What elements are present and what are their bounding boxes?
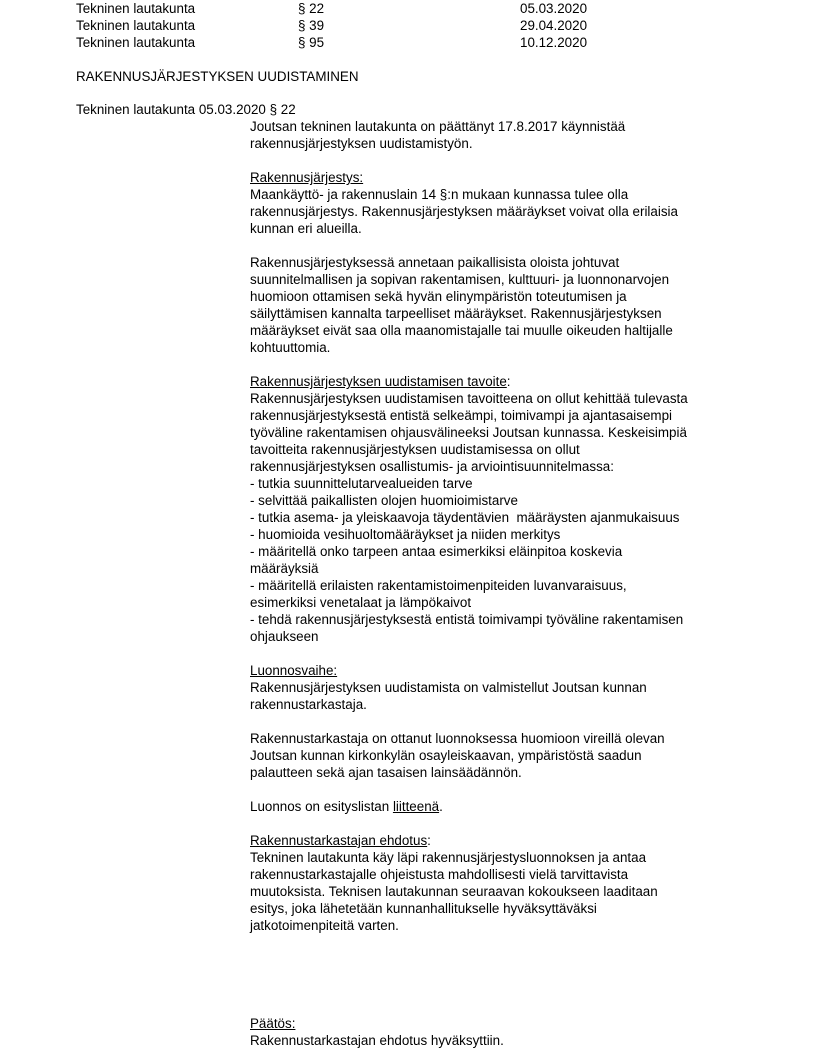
header-body: Tekninen lautakunta	[76, 1, 196, 16]
text-line: työväline rakentamisen ohjausvälineeksi Joutsan kunnassa. Keskeisimpiä	[250, 425, 687, 440]
section-heading: Rakennusjärjestys:	[250, 170, 364, 185]
header-date: 10.12.2020	[520, 35, 588, 50]
paragraph	[250, 730, 750, 781]
section-draft	[250, 662, 750, 815]
list-item: - huomioida vesihuoltomääräykset ja niiden merkitys	[250, 527, 561, 542]
text-line: jatkotoimenpiteitä varten.	[250, 918, 399, 933]
header-section: § 39	[298, 18, 325, 33]
section-proposal	[250, 832, 750, 934]
paragraph	[250, 679, 750, 713]
text-line: esitys, joka lähetetään kunnanhallitukselle hyväksyttäväksi	[250, 901, 597, 916]
text-line: määräyksiä	[250, 561, 319, 576]
text-line: kunnan eri alueilla.	[250, 221, 362, 236]
text-line: muutoksista. Teknisen lautakunnan seuraavan kokoukseen laaditaan	[250, 884, 658, 899]
document-title: RAKENNUSJÄRJESTYKSEN UUDISTAMINEN	[76, 69, 359, 84]
meeting-reference: Tekninen lautakunta 05.03.2020 § 22	[76, 102, 296, 117]
list-item: - määritellä erilaisten rakentamistoimenpiteiden luvanvaraisuus,	[250, 578, 627, 593]
list-item: - tehdä rakennusjärjestyksestä entistä toimivampi työväline rakentamisen	[250, 612, 684, 627]
section-heading: Luonnosvaihe:	[250, 663, 338, 678]
text-line: huomioon ottamisen sekä hyvän elinympäristön toteutumisen ja	[250, 289, 627, 304]
text-line: rakennusjärjestyksestä entistä selkeämpi, toimivampi ja ajantasaisempi	[250, 408, 672, 423]
list-item: - tutkia asema- ja yleiskaavoja täydentävien määräysten ajanmukaisuus	[250, 510, 680, 525]
header-body: Tekninen lautakunta	[76, 35, 196, 50]
attachment-link[interactable]: liitteenä	[392, 799, 440, 814]
section-decision	[250, 1015, 750, 1049]
text-line: Rakennusjärjestyksessä annetaan paikallisista oloista johtuvat	[250, 255, 620, 270]
text-line: palautteen sekä ajan tasaisen lainsäädännön.	[250, 765, 522, 780]
section-heading: Rakennustarkastajan ehdotus	[250, 833, 428, 848]
text-line: suunnitelmallisen ja sopivan rakentamisen, kulttuuri- ja luonnonarvojen	[250, 272, 670, 287]
header-date: 05.03.2020	[520, 1, 588, 16]
paragraph	[250, 254, 750, 356]
header-body: Tekninen lautakunta	[76, 18, 196, 33]
section-heading: Päätös:	[250, 1016, 296, 1031]
text-line: rakennustarkastajalle ohjeistusta mahdollisesti vielä tarvittavista	[250, 867, 629, 882]
main-content	[250, 118, 750, 934]
text-fragment: .	[439, 799, 443, 814]
text-line: Joutsan kunnan kirkonkylän osayleiskaavan, ympäristöstä saadun	[250, 748, 642, 763]
text-line: säilyttämisen kannalta tarpeelliset määräykset. Rakennusjärjestyksen	[250, 306, 662, 321]
text-line: rakennusjärjestyksen osallistumis- ja arviointisuunnitelmassa:	[250, 459, 614, 474]
list-item: - määritellä onko tarpeen antaa esimerkiksi eläinpitoa koskevia	[250, 544, 623, 559]
section-heading: Rakennusjärjestyksen uudistamisen tavoite	[250, 374, 507, 389]
text-line: määräykset eivät saa olla maanomistajalle tai muulle oikeuden haltijalle	[250, 323, 673, 338]
text-line: Rakennusjärjestyksen uudistamisen tavoitteena on ollut kehittää tulevasta	[250, 391, 688, 406]
text-line: Joutsan tekninen lautakunta on päättänyt 17.8.2017 käynnistää	[250, 119, 626, 134]
section-rakennusjarjestys	[250, 169, 750, 356]
paragraph	[250, 849, 750, 934]
section-goal	[250, 373, 750, 645]
list-item: - selvittää paikallisten olojen huomioimistarve	[250, 493, 518, 508]
header-date: 29.04.2020	[520, 18, 588, 33]
heading-colon: :	[506, 374, 511, 389]
text-line: Rakennusjärjestyksen uudistamista on valmistellut Joutsan kunnan	[250, 680, 647, 695]
paragraph	[250, 798, 750, 815]
text-line: kohtuuttomia.	[250, 340, 331, 355]
text-line: rakennustarkastaja.	[250, 697, 367, 712]
text-line: ohjaukseen	[250, 629, 319, 644]
decision-text: Rakennustarkastajan ehdotus hyväksyttiin.	[250, 1033, 504, 1048]
text-fragment: Luonnos on esityslistan	[250, 799, 393, 814]
list-item: - tutkia suunnittelutarvealueiden tarve	[250, 476, 473, 491]
text-line: rakennusjärjestyksen uudistamistyön.	[250, 136, 473, 151]
header-section: § 22	[298, 1, 325, 16]
intro-paragraph	[250, 118, 750, 152]
header-section: § 95	[298, 35, 325, 50]
text-line: Rakennustarkastaja on ottanut luonnoksessa huomioon vireillä olevan	[250, 731, 665, 746]
paragraph	[250, 186, 750, 237]
paragraph	[250, 390, 750, 645]
text-line: Maankäyttö- ja rakennuslain 14 §:n mukaan kunnassa tulee olla	[250, 187, 629, 202]
heading-colon: :	[427, 833, 431, 848]
text-line: esimerkiksi venetalaat ja lämpökaivot	[250, 595, 472, 610]
text-line: tavoitteita rakennusjärjestyksen uudistamisessa on ollut	[250, 442, 580, 457]
text-line: Tekninen lautakunta käy läpi rakennusjärjestysluonnoksen ja antaa	[250, 850, 647, 865]
text-line: rakennusjärjestys. Rakennusjärjestyksen määräykset voivat olla erilaisia	[250, 204, 678, 219]
